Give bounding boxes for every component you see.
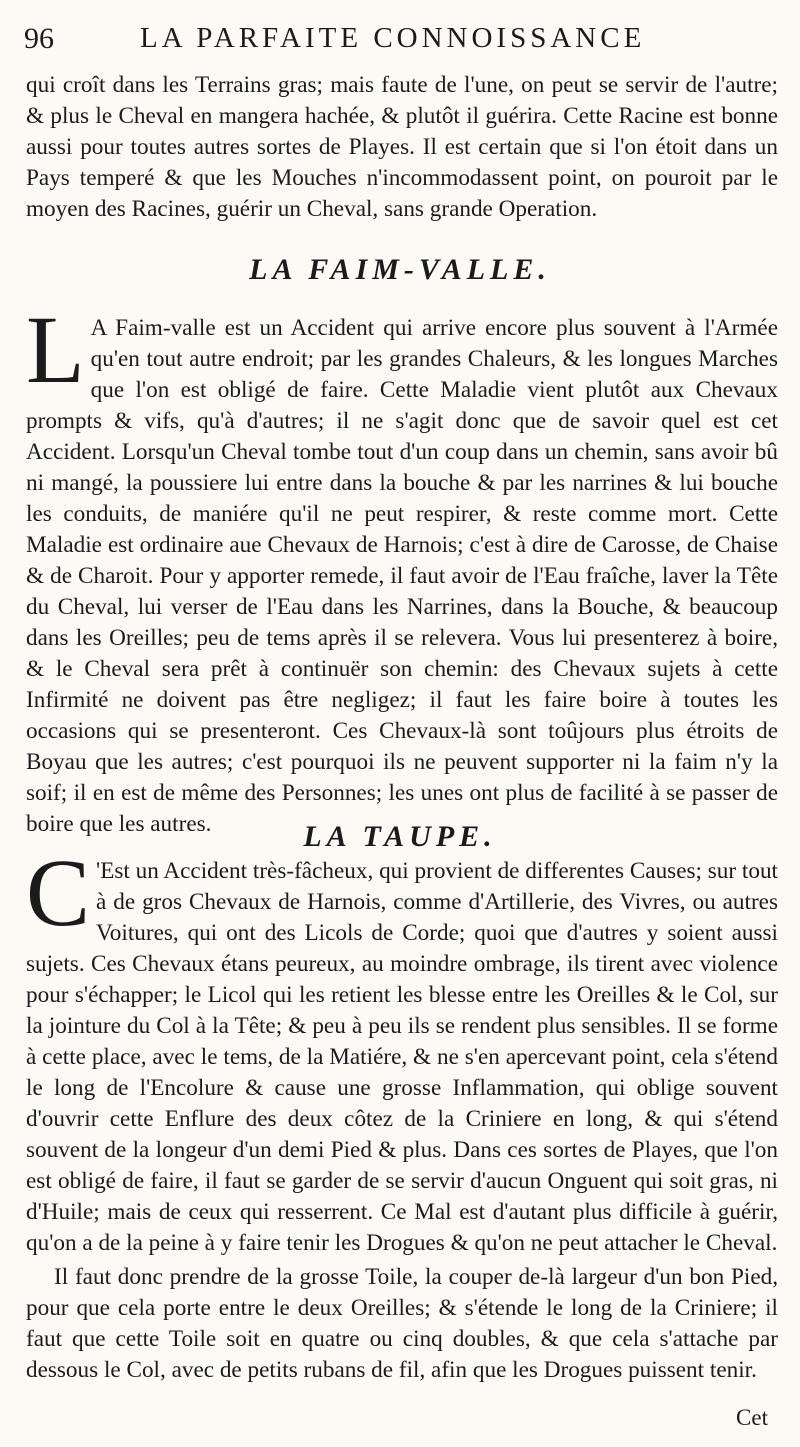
paragraph-faim-valle xyxy=(26,296,778,840)
heading-faim-valle: LA FAIM-VALLE. xyxy=(249,253,551,286)
running-title: LA PARFAITE CONNOISSANCE xyxy=(140,22,646,54)
paragraph-faim-valle-text: A Faim-valle est un Accident qui arrive encore plus souvent à l'Armée qu'en tout autre endroit; par les grandes Chaleurs, & les longues Marches que l'on est obligé de faire. Cette Maladie vient plutôt aux Chevaux prompts & vifs, qu'à d'autres; il ne s'agit donc que de savoir quel est cet Accident. Lorsqu'un Cheval tombe tout d'un coup dans un chemin, sans avoir bû ni mangé, la poussiere lui entre dans la bouche & par les narrines & lui bouche les conduits, de maniére qu'il ne peut respirer, & reste comme mort. Cette Maladie est ordinaire aue Chevaux de Harnois; c'est à dire de Carosse, de Chaise & de Charoit. Pour y apporter remede, il faut avoir de l'Eau fraîche, laver la Tête du Cheval, lui verser de l'Eau dans les Narrines, dans la Bouche, & beaucoup dans les Oreilles; peu de tems après il se relevera. Vous lui presenterez à boire, & le Cheval sera prêt à continuër son chemin: des Chevaux sujets à cette Infirmité ne doivent pas être negligez; il faut les faire boire à toutes les occasions qui se presenteront. Ces Chevaux-là sont toûjours plus étroits de Boyau que les autres; c'est pourquoi ils ne peuvent supporter ni la faim n'y la soif; il en est de même des Personnes; les unes ont plus de facilité à se passer de boire que les autres. xyxy=(26,315,778,837)
drop-cap-l: L xyxy=(26,296,85,403)
paragraph-toile: Il faut donc prendre de la grosse Toile, la couper de-là largeur d'un bon Pied, pour que cela porte entre le deux Oreilles; & s'étende le long de la Criniere; il faut que cette Toile soit en quatre ou cinq doubles, & que cela s'attache par dessous le Col, avec de petits rubans de fil, afin que les Drogues puissent tenir. xyxy=(26,1264,778,1383)
heading-la-taupe: LA TAUPE. xyxy=(303,820,497,853)
drop-cap-c: C xyxy=(26,839,91,946)
page-number: 96 xyxy=(24,22,54,55)
catchword: Cet xyxy=(736,1405,768,1430)
paragraph-la-taupe-text: 'Est un Accident très-fâcheux, qui provient de differentes Causes; sur tout à de gros Chevaux de Harnois, comme d'Artillerie, des Vivres, ou autres Voitures, qui ont des Licols de Corde; quoi que d'autres y soient aussi sujets. Ces Chevaux étans peureux, au moindre ombrage, ils tirent avec violence pour s'échapper; le Licol qui les retient les blesse entre les Oreilles & le Col, sur la jointure du Col à la Tête; & peu à peu ils se rendent plus sensibles. Il se forme à cette place, avec le tems, de la Matiére, & ne s'en apercevant point, cela s'étend le long de l'Encolure & cause une grosse Inflammation, qui oblige souvent d'ouvrir cette Enflure des deux côtez de la Criniere en long, & qui s'étend souvent de la longeur d'un demi Pied & plus. Dans ces sortes de Playes, que l'on est obligé de faire, il faut se garder de se servir d'aucun Onguent qui soit gras, ni d'Huile; mais de ceux qui resserrent. Ce Mal est d'autant plus difficile à guérir, qu'on a de la peine à y faire tenir les Drogues & qu'on ne peut attacher le Cheval. xyxy=(26,858,778,1256)
paragraph-root-remedy: qui croît dans les Terrains gras; mais faute de l'une, on peut se servir de l'autre; & plus le Cheval en mangera hachée, & plutôt il guérira. Cette Racine est bonne aussi pour toutes autres sortes de Playes. Il est certain que si l'on étoit dans un Pays temperé & que les Mouches n'incommodassent point, on pouroit par le moyen des Racines, guérir un Cheval, sans grande Operation. xyxy=(26,72,778,222)
paragraph-la-taupe xyxy=(26,839,778,1259)
